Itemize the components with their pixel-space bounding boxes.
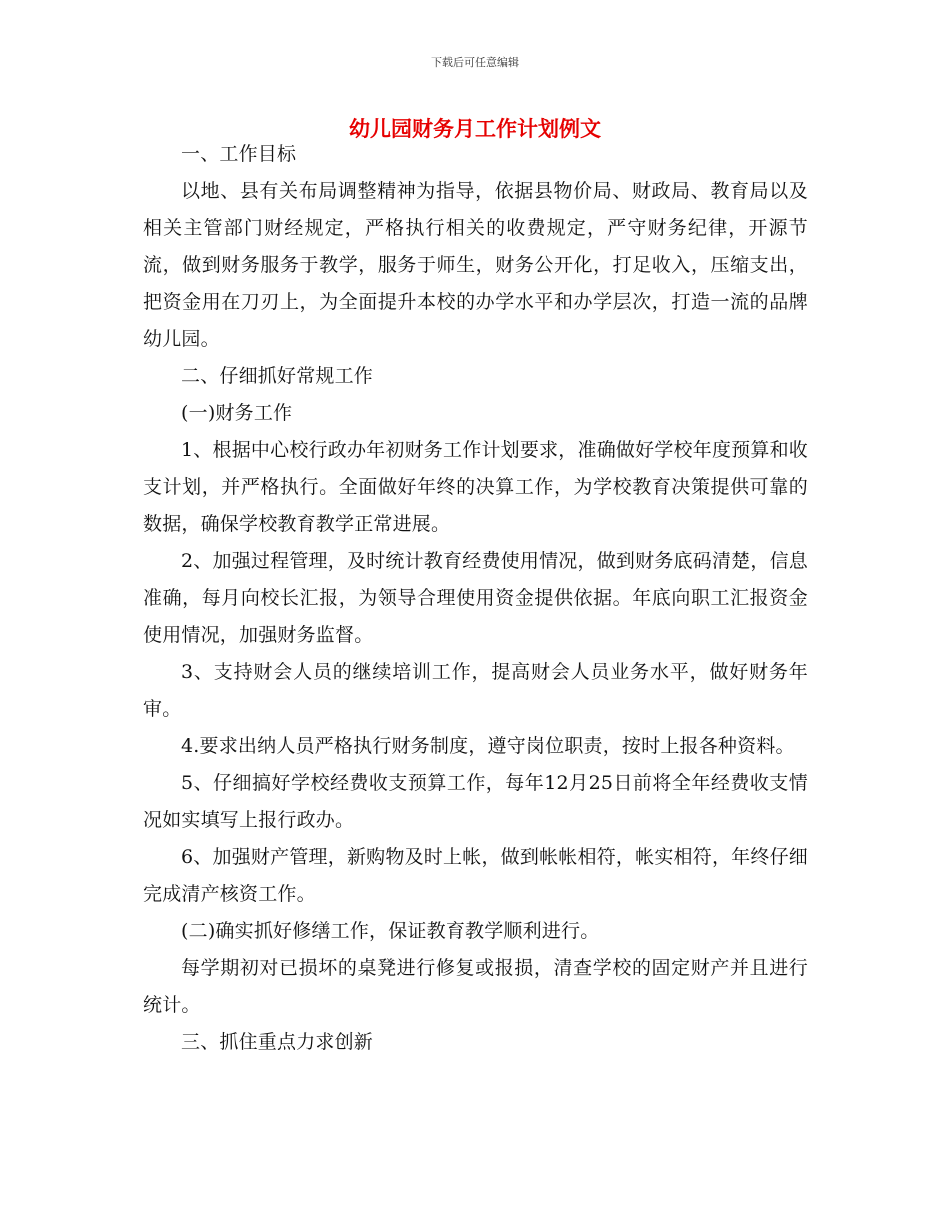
paragraph-item-4: 4.要求出纳人员严格执行财务制度，遵守岗位职责，按时上报各种资料。 — [181, 735, 795, 757]
paragraph-goals: 以地、县有关布局调整精神为指导，依据县物价局、财政局、教育局以及相关主管部门财经规定，严格执行相关的收费规定，严守财务纪律，开源节流，做到财务服务于教学，服务于师生，财务公开化，打足收入，压缩支出，把资金用在刀刃上，为全面提升本校的办学水平和办学层次，打造一流的品牌幼儿园。 — [143, 180, 808, 350]
document-body — [143, 136, 808, 1061]
section-heading-innovation: 三、抓住重点力求创新 — [181, 1031, 374, 1053]
paragraph-item-6: 6、加强财产管理，新购物及时上帐，做到帐帐相符，帐实相符，年终仔细完成清产核资工作。 — [143, 846, 808, 905]
subheading-finance: (一)财务工作 — [181, 402, 293, 424]
section-heading-routine: 二、仔细抓好常规工作 — [181, 365, 374, 387]
document-title: 幼儿园财务月工作计划例文 — [349, 117, 601, 141]
section-heading-goals: 一、工作目标 — [181, 143, 297, 165]
paragraph-repairs: 每学期初对已损坏的桌凳进行修复或报损，清查学校的固定财产并且进行统计。 — [143, 957, 808, 1016]
paragraph-item-3: 3、支持财会人员的继续培训工作，提高财会人员业务水平，做好财务年审。 — [143, 661, 808, 720]
header-note: 下载后可任意编辑 — [431, 56, 519, 69]
paragraph-item-2: 2、加强过程管理，及时统计教育经费使用情况，做到财务底码清楚，信息准确，每月向校长汇报，为领导合理使用资金提供依据。年底向职工汇报资金使用情况，加强财务监督。 — [143, 550, 808, 646]
subheading-repairs: (二)确实抓好修缮工作，保证教育教学顺利进行。 — [181, 920, 600, 942]
paragraph-item-5: 5、仔细搞好学校经费收支预算工作，每年12月25日前将全年经费收支情况如实填写上报行政办。 — [143, 772, 808, 831]
paragraph-item-1: 1、根据中心校行政办年初财务工作计划要求，准确做好学校年度预算和收支计划，并严格执行。全面做好年终的决算工作，为学校教育决策提供可靠的数据，确保学校教育教学正常进展。 — [143, 439, 808, 535]
